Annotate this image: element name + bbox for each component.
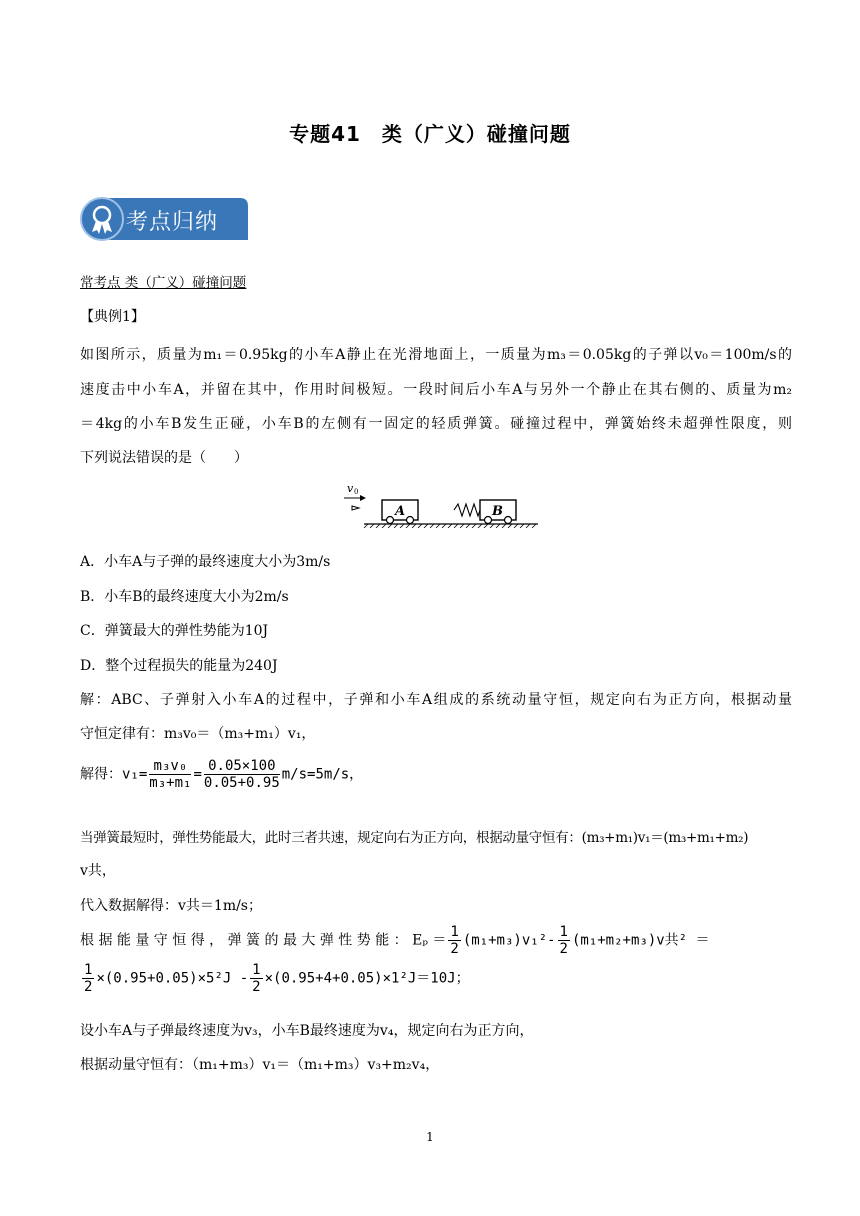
car-a-label: A <box>395 504 406 519</box>
solution-line-7: 根据动量守恒有：（m₁+m₃）v₁＝（m₁+m₃）v₃+m₂v₄， <box>80 1057 440 1073</box>
page-title: 专题41 类（广义）碰撞问题 <box>289 122 571 146</box>
solution-line-1: 解：ABC、子弹射入小车A的过程中，子弹和小车A组成的系统动量守恒，规定向右为正方向，根据动量 <box>80 692 792 708</box>
formula-energy-2: $\frac{1}{2}$ ×(0.95+0.05)×5²J - $\frac{1}{2}$ ×(0.95+4+0.05)×1²J＝10J； <box>84 962 470 995</box>
problem-line-4: 下列说法错误的是（ ） <box>80 450 248 466</box>
option-c: C．弹簧最大的弹性势能为10J <box>80 623 269 639</box>
formula-energy-1: 根 据 能 量 守 恒 得 ， 弹 簧 的 最 大 弹 性 势 能 ： Eₚ ＝ $\frac{1}{2}$ (m₁+m₃)v₁²- $\frac{1}{2}$ (m₁+m₂+m₃)v共² ＝ <box>80 924 710 957</box>
banner-label: 考点归纳 <box>126 210 219 235</box>
section-heading: 常考点 类（广义）碰撞问题 <box>80 275 247 291</box>
problem-line-2: 速度击中小车A，并留在其中，作用时间极短。一段时间后小车A与另外一个静止在其右侧的、质量为m₂ <box>80 382 792 398</box>
collision-figure <box>334 480 540 528</box>
page-number: 1 <box>426 1130 434 1144</box>
problem-line-1: 如图所示，质量为m₁＝0.95kg的小车A静止在光滑地面上，一质量为m₃＝0.05kg的子弹以v₀＝100m/s的 <box>80 347 792 363</box>
example-label: 【典例1】 <box>80 309 145 325</box>
solution-line-3: 当弹簧最短时，弹性势能最大，此时三者共速，规定向右为正方向，根据动量守恒有：(m₃+m₁)v₁＝(m₃+m₁+m₂) <box>80 830 749 846</box>
option-d: D．整个过程损失的能量为240J <box>80 658 278 674</box>
problem-line-3: ＝4kg的小车B发生正碰，小车B的左侧有一固定的轻质弹簧。碰撞过程中，弹簧始终未超弹性限度，则 <box>80 416 792 432</box>
velocity-label: v <box>347 482 354 495</box>
solution-line-4: v共， <box>80 863 116 879</box>
car-b-label: B <box>492 504 503 519</box>
solution-line-6: 设小车A与子弹最终速度为v₃，小车B最终速度为v₄，规定向右为正方向， <box>80 1023 534 1039</box>
svg-text:0: 0 <box>354 488 359 496</box>
solution-line-2: 守恒定律有：m₃v₀＝（m₃+m₁）v₁， <box>80 726 316 742</box>
option-a: A．小车A与子弹的最终速度大小为3m/s <box>80 554 331 570</box>
option-b: B．小车B的最终速度大小为2m/s <box>80 589 289 605</box>
solution-line-5: 代入数据解得：v共＝1m/s； <box>80 898 262 914</box>
formula-v1: 解得：v₁= $\frac{\text{m₃v₀}}{\text{m₃+m₁}}$ = $\frac{0.05\times 100}{0.05+0.95}$ m/s=5m/s， <box>80 758 364 791</box>
